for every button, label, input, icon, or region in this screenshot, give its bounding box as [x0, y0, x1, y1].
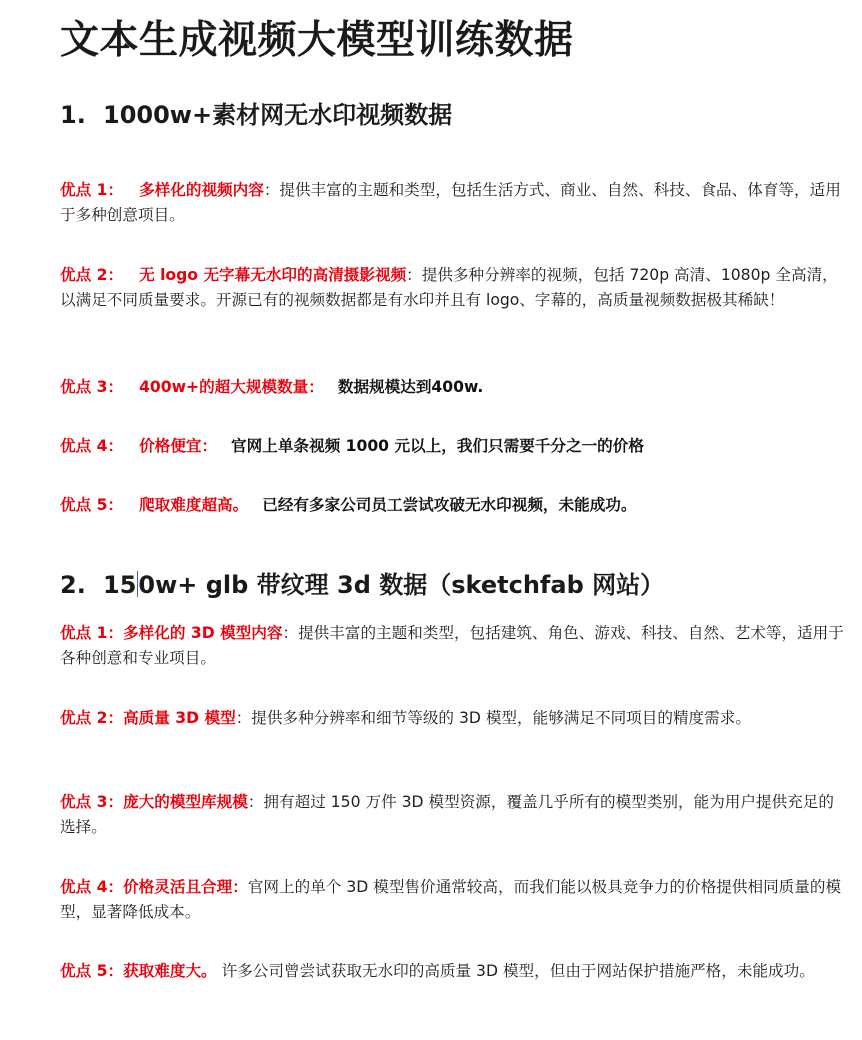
section-1-advantage-5 — [60, 493, 845, 518]
advantage-text: ：提供丰富的主题和类型，包括生活方式、商业、自然、科技、食品、体育等，适用于多种创意项目。 — [60, 181, 841, 224]
advantage-text: ：提供多种分辨率的视频，包括 720p 高清、1080p 全高清，以满足不同质量要求。开源已有的视频数据都是有水印并且有 logo、字幕的，高质量视频数据极其稀缺！ — [60, 266, 838, 309]
advantage-highlight: 爬取难度超高。 — [139, 496, 249, 514]
advantage-text: ：拥有超过 150 万件 3D 模型资源，覆盖几乎所有的模型类别，能为用户提供充足的选择。 — [60, 793, 834, 836]
advantage-text: ：提供丰富的主题和类型，包括建筑、角色、游戏、科技、自然、艺术等，适用于各种创意和专业项目。 — [60, 624, 844, 667]
advantage-highlight: 高质量 3D 模型 — [123, 709, 236, 727]
section-2-title-start: 15 — [103, 571, 137, 599]
advantage-highlight: 价格便宜： — [139, 437, 218, 455]
advantage-text: 许多公司曾尝试获取无水印的高质量 3D 模型，但由于网站保护措施严格，未能成功。 — [216, 962, 815, 980]
advantage-highlight: 无 logo 无字幕无水印的高清摄影视频 — [139, 266, 407, 284]
advantage-label: 优点 5： — [60, 962, 124, 980]
advantage-label: 优点 4： — [60, 437, 124, 455]
section-2-advantage-2 — [60, 706, 845, 731]
advantage-label: 优点 4： — [60, 878, 124, 896]
section-1-heading — [60, 98, 452, 132]
advantage-highlight: 获取难度大。 — [123, 962, 217, 980]
advantage-label: 优点 1： — [60, 181, 124, 199]
section-1-title: 1000w+素材网无水印视频数据 — [103, 101, 453, 129]
advantage-label: 优点 3： — [60, 793, 124, 811]
advantage-label: 优点 2： — [60, 709, 124, 727]
section-2-number: 2. — [60, 571, 86, 599]
advantage-highlight: 多样化的视频内容 — [139, 181, 264, 199]
section-1-advantage-4 — [60, 434, 845, 459]
advantage-text: 数据规模达到400w. — [337, 378, 484, 396]
section-2-title-end: 0w+ glb 带纹理 3d 数据（sketchfab 网站） — [138, 571, 665, 599]
advantage-label: 优点 1： — [60, 624, 124, 642]
advantage-highlight: 400w+的超大规模数量： — [139, 378, 324, 396]
advantage-label: 优点 3： — [60, 378, 124, 396]
section-1-advantage-2 — [60, 263, 845, 312]
advantage-highlight: 多样化的 3D 模型内容 — [123, 624, 283, 642]
section-1-advantage-3 — [60, 375, 845, 400]
section-2-advantage-4 — [60, 875, 845, 924]
advantage-text: 官网上的单个 3D 模型售价通常较高，而我们能以极具竞争力的价格提供相同质量的模型，显著降低成本。 — [60, 878, 842, 921]
advantage-label: 优点 5： — [60, 496, 124, 514]
section-2-heading — [60, 568, 664, 602]
section-2-advantage-1 — [60, 621, 845, 670]
advantage-text: 官网上单条视频 1000 元以上，我们只需要千分之一的价格 — [231, 437, 644, 455]
section-2-advantage-5 — [60, 959, 845, 984]
section-1-advantage-1 — [60, 178, 845, 227]
advantage-highlight: 庞大的模型库规模 — [123, 793, 248, 811]
advantage-text: ：提供多种分辨率和细节等级的 3D 模型，能够满足不同项目的精度需求。 — [235, 709, 751, 727]
section-2-advantage-3 — [60, 790, 845, 839]
advantage-highlight: 价格灵活且合理： — [123, 878, 248, 896]
page-title: 文本生成视频大模型训练数据 — [60, 18, 574, 63]
section-1-number: 1. — [60, 101, 86, 129]
advantage-text: 已经有多家公司员工尝试攻破无水印视频，未能成功。 — [262, 496, 637, 514]
advantage-label: 优点 2： — [60, 266, 124, 284]
